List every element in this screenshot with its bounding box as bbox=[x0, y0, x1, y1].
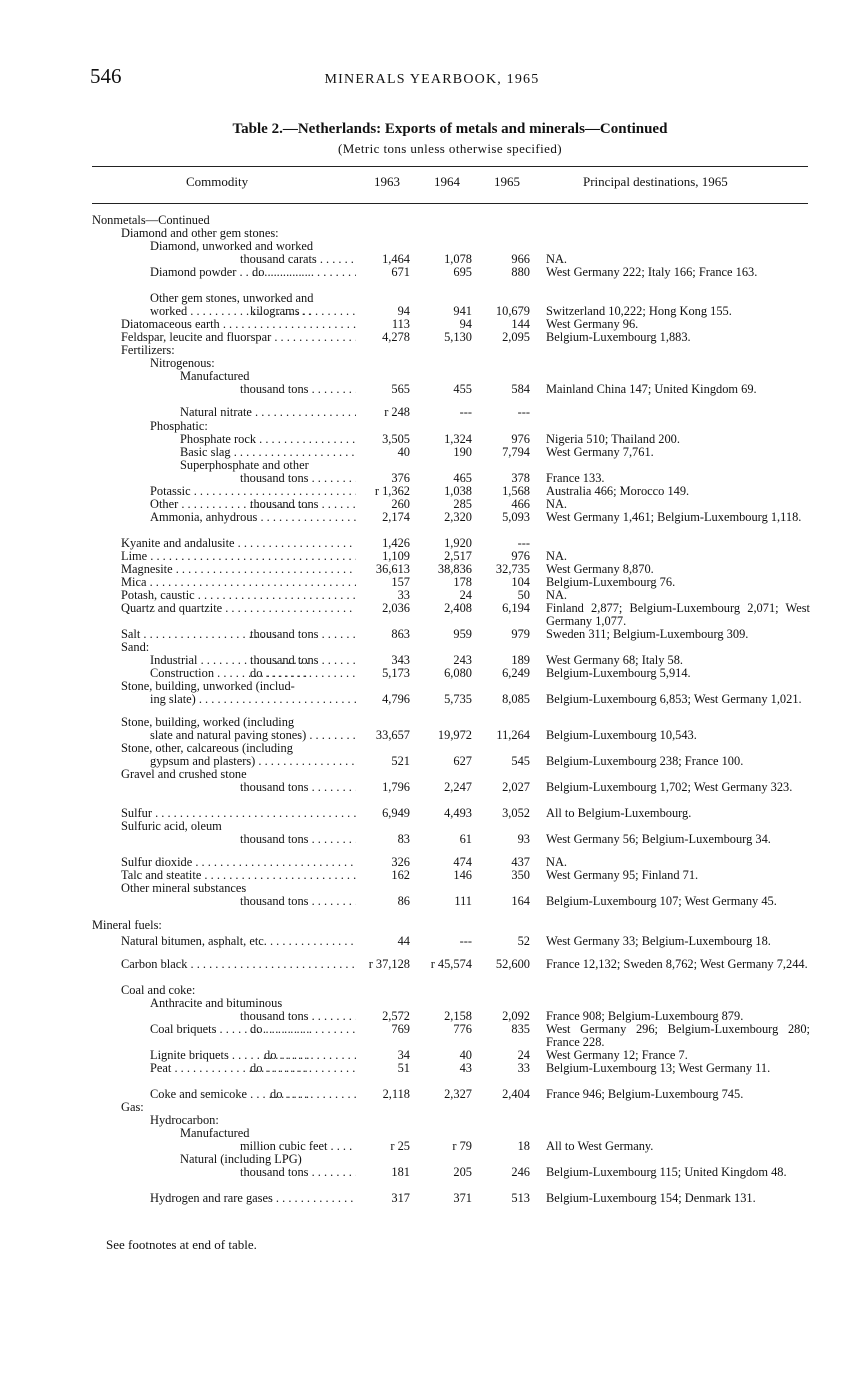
commodity-cell: Lime . . . bbox=[121, 550, 356, 563]
value-1964: 465 bbox=[453, 471, 472, 485]
table-row bbox=[0, 318, 864, 331]
commodity-cell: Basic slag . . . bbox=[180, 446, 356, 459]
destination-cell: Belgium-Luxembourg 10,543. bbox=[546, 728, 697, 742]
table-row bbox=[0, 446, 864, 459]
commodity-cell: Natural (including LPG) bbox=[180, 1153, 302, 1166]
value-1963: 376 bbox=[391, 471, 410, 485]
table-row bbox=[0, 833, 864, 846]
value-1965: 7,794 bbox=[502, 445, 530, 459]
value-1964: 5,130 bbox=[444, 330, 472, 344]
table-row bbox=[0, 601, 864, 628]
value-1965: 144 bbox=[511, 317, 530, 331]
table-row bbox=[0, 383, 864, 396]
value-1964: 1,324 bbox=[444, 432, 472, 446]
value-1963: 113 bbox=[391, 317, 410, 331]
value-1963: 2,118 bbox=[382, 1087, 410, 1101]
commodity-cell: Hydrogen and rare gases . . . bbox=[150, 1192, 356, 1205]
commodity-cell: Diamond powder . . . bbox=[150, 266, 310, 279]
value-1965: 24 bbox=[517, 1048, 530, 1062]
commodity-cell: Fertilizers: bbox=[121, 344, 175, 357]
value-1964: --- bbox=[459, 405, 472, 419]
commodity-cell: Potash, caustic . . . bbox=[121, 589, 356, 602]
value-1963: 33 bbox=[397, 588, 410, 602]
destination-cell: Nigeria 510; Thailand 200. bbox=[546, 432, 680, 446]
value-1965: 3,052 bbox=[502, 806, 530, 820]
value-1963: 326 bbox=[391, 855, 410, 869]
value-1964: r 45,574 bbox=[430, 957, 472, 971]
value-1963: r 248 bbox=[384, 405, 410, 419]
commodity-cell: Other . . . bbox=[150, 498, 310, 511]
value-1965: 979 bbox=[511, 627, 530, 641]
commodity-cell: thousand tons . . . bbox=[240, 383, 356, 396]
destination-cell: France 133. bbox=[546, 471, 605, 485]
commodity-cell: Construction . . . bbox=[150, 667, 310, 680]
footnote: See footnotes at end of table. bbox=[106, 1237, 257, 1252]
value-1965: 966 bbox=[511, 252, 530, 266]
table-row bbox=[0, 667, 864, 680]
commodity-cell: Superphosphate and other bbox=[180, 459, 309, 472]
value-1963: 2,572 bbox=[382, 1009, 410, 1023]
value-1965: 2,092 bbox=[502, 1009, 530, 1023]
header-1963: 1963 bbox=[374, 174, 400, 189]
value-1964: 111 bbox=[454, 894, 472, 908]
header-destinations: Principal destinations, 1965 bbox=[583, 174, 728, 189]
table-row bbox=[0, 485, 864, 498]
table-row bbox=[0, 1101, 864, 1114]
commodity-cell: thousand tons . . . bbox=[240, 781, 356, 794]
table-row bbox=[0, 1192, 864, 1205]
unit-cell: do . . . bbox=[250, 1023, 356, 1036]
value-1965: 880 bbox=[511, 265, 530, 279]
commodity-cell: Sand: bbox=[121, 641, 150, 654]
value-1963: 343 bbox=[391, 653, 410, 667]
value-1964: 40 bbox=[459, 1048, 472, 1062]
table-row bbox=[0, 1022, 864, 1049]
value-1963: 1,426 bbox=[382, 536, 410, 550]
value-1965: 2,095 bbox=[502, 330, 530, 344]
unit-cell: do . . . bbox=[252, 266, 356, 279]
value-1964: 6,080 bbox=[444, 666, 472, 680]
value-1965: 164 bbox=[511, 894, 530, 908]
value-1963: 94 bbox=[397, 304, 410, 318]
value-1965: 513 bbox=[511, 1191, 530, 1205]
commodity-cell: Stone, other, calcareous (including bbox=[121, 742, 293, 755]
value-1963: 51 bbox=[397, 1061, 410, 1075]
commodity-cell: thousand tons . . . bbox=[240, 1010, 356, 1023]
commodity-cell: Coal and coke: bbox=[121, 984, 196, 997]
destination-cell: West Germany 8,870. bbox=[546, 562, 654, 576]
value-1965: 18 bbox=[517, 1139, 530, 1153]
unit-cell: do . . . bbox=[264, 1049, 356, 1062]
value-1963: 1,796 bbox=[382, 780, 410, 794]
value-1964: 2,320 bbox=[444, 510, 472, 524]
page-number: 546 bbox=[90, 64, 122, 88]
destination-cell: Belgium-Luxembourg 13; West Germany 11. bbox=[546, 1061, 771, 1075]
value-1964: 959 bbox=[453, 627, 472, 641]
destination-cell: West Germany 296; Belgium-Luxembourg 280; France 228. bbox=[546, 1022, 810, 1049]
destination-cell: West Germany 96. bbox=[546, 317, 639, 331]
table-row bbox=[0, 755, 864, 768]
commodity-cell: Mica . . . bbox=[121, 576, 356, 589]
unit-cell: thousand tons . . . bbox=[250, 498, 356, 511]
commodity-cell: Industrial . . . bbox=[150, 654, 310, 667]
value-1965: --- bbox=[517, 536, 530, 550]
table-row bbox=[0, 420, 864, 433]
destination-cell: Mainland China 147; United Kingdom 69. bbox=[546, 382, 757, 396]
value-1964: 1,920 bbox=[444, 536, 472, 550]
destination-cell: West Germany 33; Belgium-Luxembourg 18. bbox=[546, 934, 771, 948]
commodity-cell: Coal briquets . . . bbox=[150, 1023, 310, 1036]
table-row bbox=[0, 576, 864, 589]
value-1965: 466 bbox=[511, 497, 530, 511]
table-row bbox=[0, 240, 864, 253]
value-1965: 6,249 bbox=[502, 666, 530, 680]
value-1965: 50 bbox=[517, 588, 530, 602]
value-1963: 3,505 bbox=[382, 432, 410, 446]
value-1964: 38,836 bbox=[437, 562, 472, 576]
value-1963: 4,796 bbox=[382, 692, 410, 706]
value-1965: 8,085 bbox=[502, 692, 530, 706]
table-row bbox=[0, 472, 864, 485]
commodity-cell: Nonmetals—Continued bbox=[92, 214, 210, 227]
destination-cell: NA. bbox=[546, 549, 567, 563]
table-row bbox=[0, 641, 864, 654]
value-1963: 260 bbox=[391, 497, 410, 511]
table-row bbox=[0, 1062, 864, 1075]
commodity-cell: Gravel and crushed stone bbox=[121, 768, 247, 781]
destination-cell: Belgium-Luxembourg 238; France 100. bbox=[546, 754, 744, 768]
destination-cell: NA. bbox=[546, 588, 567, 602]
value-1965: 189 bbox=[511, 653, 530, 667]
destination-cell: Belgium-Luxembourg 6,853; West Germany 1,021. bbox=[546, 692, 802, 706]
value-1964: 285 bbox=[453, 497, 472, 511]
value-1963: 769 bbox=[391, 1022, 410, 1036]
value-1965: 976 bbox=[511, 432, 530, 446]
value-1964: 94 bbox=[459, 317, 472, 331]
unit-cell: do . . . bbox=[270, 1088, 356, 1101]
value-1965: 33 bbox=[517, 1061, 530, 1075]
commodity-cell: Phosphatic: bbox=[150, 420, 208, 433]
value-1964: 1,038 bbox=[444, 484, 472, 498]
table-row bbox=[0, 1140, 864, 1153]
commodity-cell: Diatomaceous earth . . . bbox=[121, 318, 356, 331]
destination-cell: Belgium-Luxembourg 107; West Germany 45. bbox=[546, 894, 777, 908]
commodity-cell: million cubic feet . . . bbox=[240, 1140, 356, 1153]
value-1963: 36,613 bbox=[375, 562, 410, 576]
value-1965: 5,093 bbox=[502, 510, 530, 524]
value-1963: 1,109 bbox=[382, 549, 410, 563]
table-row bbox=[0, 266, 864, 279]
table-subtitle: (Metric tons unless otherwise specified) bbox=[338, 141, 562, 156]
value-1964: 243 bbox=[453, 653, 472, 667]
value-1963: 671 bbox=[391, 265, 410, 279]
destination-cell: France 12,132; Sweden 8,762; West Germany 7,244. bbox=[546, 957, 808, 971]
commodity-cell: Feldspar, leucite and fluorspar . . . bbox=[121, 331, 356, 344]
value-1964: 474 bbox=[453, 855, 472, 869]
value-1963: 33,657 bbox=[375, 728, 410, 742]
table-row bbox=[0, 919, 864, 932]
value-1963: 157 bbox=[391, 575, 410, 589]
destination-cell: Switzerland 10,222; Hong Kong 155. bbox=[546, 304, 732, 318]
table-row bbox=[0, 628, 864, 641]
commodity-cell: Salt . . . bbox=[121, 628, 281, 641]
table-row bbox=[0, 1127, 864, 1140]
destination-cell: West Germany 68; Italy 58. bbox=[546, 653, 683, 667]
destination-cell: All to Belgium-Luxembourg. bbox=[546, 806, 692, 820]
commodity-cell: Manufactured bbox=[180, 1127, 250, 1140]
commodity-cell: Gas: bbox=[121, 1101, 144, 1114]
table-row bbox=[0, 331, 864, 344]
destination-cell: NA. bbox=[546, 855, 567, 869]
commodity-cell: thousand tons . . . bbox=[240, 1166, 356, 1179]
value-1964: 146 bbox=[453, 868, 472, 882]
unit-cell: do . . . bbox=[250, 1062, 356, 1075]
table-row bbox=[0, 869, 864, 882]
unit-cell: thousand tons . . . bbox=[250, 628, 356, 641]
value-1963: 86 bbox=[397, 894, 410, 908]
header-1965: 1965 bbox=[494, 174, 520, 189]
destination-cell: Belgium-Luxembourg 5,914. bbox=[546, 666, 691, 680]
table-row bbox=[0, 984, 864, 997]
destination-cell: France 908; Belgium-Luxembourg 879. bbox=[546, 1009, 744, 1023]
commodity-cell: Sulfuric acid, oleum bbox=[121, 820, 222, 833]
destination-cell: Belgium-Luxembourg 76. bbox=[546, 575, 676, 589]
value-1965: 104 bbox=[511, 575, 530, 589]
destination-cell: France 946; Belgium-Luxembourg 745. bbox=[546, 1087, 744, 1101]
destination-cell: West Germany 1,461; Belgium-Luxembourg 1,118. bbox=[546, 510, 802, 524]
commodity-cell: Carbon black . . . bbox=[121, 958, 356, 971]
commodity-cell: thousand tons . . . bbox=[240, 472, 356, 485]
value-1965: 2,027 bbox=[502, 780, 530, 794]
commodity-cell: thousand tons . . . bbox=[240, 833, 356, 846]
commodity-cell: thousand carats . . . bbox=[240, 253, 356, 266]
value-1964: 4,493 bbox=[444, 806, 472, 820]
value-1964: 178 bbox=[453, 575, 472, 589]
destination-cell: West Germany 222; Italy 166; France 163. bbox=[546, 265, 758, 279]
value-1963: 317 bbox=[391, 1191, 410, 1205]
value-1965: 584 bbox=[511, 382, 530, 396]
value-1964: 455 bbox=[453, 382, 472, 396]
table-row bbox=[0, 958, 864, 971]
table-row bbox=[0, 856, 864, 869]
commodity-cell: Natural bitumen, asphalt, etc. . . . bbox=[121, 935, 356, 948]
value-1964: 205 bbox=[453, 1165, 472, 1179]
commodity-cell: Sulfur . . . bbox=[121, 807, 356, 820]
value-1964: 695 bbox=[453, 265, 472, 279]
unit-cell: do . . . bbox=[250, 667, 356, 680]
value-1965: 32,735 bbox=[495, 562, 530, 576]
commodity-cell: worked . . . bbox=[150, 305, 310, 318]
commodity-cell: Stone, building, unworked (includ- bbox=[121, 680, 295, 693]
value-1963: 40 bbox=[397, 445, 410, 459]
destination-cell: Finland 2,877; Belgium-Luxembourg 2,071; West Germany 1,077. bbox=[546, 601, 810, 628]
table-row bbox=[0, 305, 864, 318]
value-1963: r 25 bbox=[390, 1139, 410, 1153]
value-1965: 2,404 bbox=[502, 1087, 530, 1101]
commodity-cell: Lignite briquets . . . bbox=[150, 1049, 310, 1062]
value-1965: 10,679 bbox=[495, 304, 530, 318]
unit-cell: thousand tons . . . bbox=[250, 654, 356, 667]
table-row bbox=[0, 433, 864, 446]
value-1963: 5,173 bbox=[382, 666, 410, 680]
value-1963: 565 bbox=[391, 382, 410, 396]
value-1963: r 37,128 bbox=[368, 957, 410, 971]
table-row bbox=[0, 550, 864, 563]
commodity-cell: Magnesite . . . bbox=[121, 563, 356, 576]
destination-cell: NA. bbox=[546, 497, 567, 511]
value-1965: 378 bbox=[511, 471, 530, 485]
table-row bbox=[0, 716, 864, 729]
value-1964: 1,078 bbox=[444, 252, 472, 266]
table-row bbox=[0, 654, 864, 667]
commodity-cell: Stone, building, worked (including bbox=[121, 716, 295, 729]
table-row bbox=[0, 895, 864, 908]
table-row bbox=[0, 1166, 864, 1179]
table-row bbox=[0, 1114, 864, 1127]
value-1964: r 79 bbox=[452, 1139, 472, 1153]
value-1964: 2,517 bbox=[444, 549, 472, 563]
value-1964: 5,735 bbox=[444, 692, 472, 706]
destination-cell: Belgium-Luxembourg 154; Denmark 131. bbox=[546, 1191, 756, 1205]
header-1964: 1964 bbox=[434, 174, 460, 189]
value-1964: --- bbox=[459, 934, 472, 948]
destination-cell: West Germany 56; Belgium-Luxembourg 34. bbox=[546, 832, 771, 846]
value-1965: 246 bbox=[511, 1165, 530, 1179]
value-1963: 2,036 bbox=[382, 601, 410, 615]
commodity-cell: Sulfur dioxide . . . bbox=[121, 856, 356, 869]
value-1965: 1,568 bbox=[502, 484, 530, 498]
value-1965: 11,264 bbox=[496, 728, 530, 742]
value-1964: 2,247 bbox=[444, 780, 472, 794]
commodity-cell: Other mineral substances bbox=[121, 882, 247, 895]
commodity-cell: Mineral fuels: bbox=[92, 919, 162, 932]
header-commodity: Commodity bbox=[186, 174, 249, 189]
table-title: Table 2.—Netherlands: Exports of metals and minerals—Continued bbox=[232, 121, 668, 137]
commodity-cell: Hydrocarbon: bbox=[150, 1114, 219, 1127]
commodity-cell: Diamond and other gem stones: bbox=[121, 227, 279, 240]
table-row bbox=[0, 693, 864, 706]
value-1965: 93 bbox=[517, 832, 530, 846]
commodity-cell: Diamond, unworked and worked bbox=[150, 240, 314, 253]
table-row bbox=[0, 459, 864, 472]
value-1963: 34 bbox=[397, 1048, 410, 1062]
running-head: MINERALS YEARBOOK, 1965 bbox=[324, 72, 540, 87]
table-row bbox=[0, 406, 864, 419]
commodity-cell: ing slate) . . . bbox=[150, 693, 356, 706]
table-row bbox=[0, 292, 864, 305]
value-1965: --- bbox=[517, 405, 530, 419]
value-1964: 43 bbox=[459, 1061, 472, 1075]
destination-cell: West Germany 95; Finland 71. bbox=[546, 868, 699, 882]
unit-cell: kilograms . . . bbox=[250, 305, 356, 318]
value-1965: 437 bbox=[511, 855, 530, 869]
destination-cell: West Germany 7,761. bbox=[546, 445, 654, 459]
table-row bbox=[0, 935, 864, 948]
value-1964: 776 bbox=[453, 1022, 472, 1036]
table-row bbox=[0, 537, 864, 550]
commodity-cell: gypsum and plasters) . . . bbox=[150, 755, 356, 768]
destination-cell: Sweden 311; Belgium-Luxembourg 309. bbox=[546, 627, 749, 641]
table-row bbox=[0, 357, 864, 370]
commodity-cell: Potassic . . . bbox=[150, 485, 356, 498]
commodity-cell: Manufactured bbox=[180, 370, 250, 383]
destination-cell: Australia 466; Morocco 149. bbox=[546, 484, 690, 498]
commodity-cell: slate and natural paving stones) . . . bbox=[150, 729, 356, 742]
value-1963: 1,464 bbox=[382, 252, 410, 266]
destination-cell: Belgium-Luxembourg 1,883. bbox=[546, 330, 691, 344]
value-1963: 2,174 bbox=[382, 510, 410, 524]
table-row bbox=[0, 563, 864, 576]
value-1964: 2,408 bbox=[444, 601, 472, 615]
value-1965: 52 bbox=[517, 934, 530, 948]
destination-cell: NA. bbox=[546, 252, 567, 266]
table-row bbox=[0, 344, 864, 357]
value-1965: 52,600 bbox=[495, 957, 530, 971]
value-1963: 44 bbox=[397, 934, 410, 948]
table-row bbox=[0, 1088, 864, 1101]
value-1964: 941 bbox=[453, 304, 472, 318]
value-1965: 350 bbox=[511, 868, 530, 882]
value-1964: 24 bbox=[459, 588, 472, 602]
commodity-cell: Kyanite and andalusite . . . bbox=[121, 537, 356, 550]
value-1965: 976 bbox=[511, 549, 530, 563]
commodity-cell: Peat . . . bbox=[150, 1062, 310, 1075]
commodity-cell: Anthracite and bituminous bbox=[150, 997, 283, 1010]
value-1965: 835 bbox=[511, 1022, 530, 1036]
destination-cell: West Germany 12; France 7. bbox=[546, 1048, 688, 1062]
commodity-cell: Ammonia, anhydrous . . . bbox=[150, 511, 356, 524]
destination-cell: Belgium-Luxembourg 115; United Kingdom 48. bbox=[546, 1165, 787, 1179]
value-1963: 6,949 bbox=[382, 806, 410, 820]
value-1963: 83 bbox=[397, 832, 410, 846]
value-1963: 181 bbox=[391, 1165, 410, 1179]
commodity-cell: Talc and steatite . . . bbox=[121, 869, 356, 882]
value-1964: 627 bbox=[453, 754, 472, 768]
commodity-cell: Nitrogenous: bbox=[150, 357, 215, 370]
destination-cell: All to West Germany. bbox=[546, 1139, 654, 1153]
commodity-cell: Other gem stones, unworked and bbox=[150, 292, 314, 305]
value-1964: 2,327 bbox=[444, 1087, 472, 1101]
value-1964: 19,972 bbox=[437, 728, 472, 742]
destination-cell: Belgium-Luxembourg 1,702; West Germany 323. bbox=[546, 780, 793, 794]
value-1964: 61 bbox=[459, 832, 472, 846]
commodity-cell: Coke and semicoke . . . bbox=[150, 1088, 310, 1101]
value-1963: 521 bbox=[391, 754, 410, 768]
table-row bbox=[0, 781, 864, 794]
value-1963: 4,278 bbox=[382, 330, 410, 344]
value-1964: 190 bbox=[453, 445, 472, 459]
value-1963: r 1,362 bbox=[374, 484, 410, 498]
value-1964: 2,158 bbox=[444, 1009, 472, 1023]
table-row bbox=[0, 227, 864, 240]
table-row bbox=[0, 214, 864, 227]
commodity-cell: Natural nitrate . . . bbox=[180, 406, 356, 419]
value-1965: 6,194 bbox=[502, 601, 530, 615]
value-1965: 545 bbox=[511, 754, 530, 768]
table-row bbox=[0, 729, 864, 742]
value-1964: 371 bbox=[453, 1191, 472, 1205]
table-row bbox=[0, 511, 864, 524]
value-1963: 863 bbox=[391, 627, 410, 641]
commodity-cell: thousand tons . . . bbox=[240, 895, 356, 908]
value-1963: 162 bbox=[391, 868, 410, 882]
commodity-cell: Quartz and quartzite . . . bbox=[121, 602, 356, 615]
commodity-cell: Phosphate rock . . . bbox=[180, 433, 356, 446]
table-row bbox=[0, 807, 864, 820]
